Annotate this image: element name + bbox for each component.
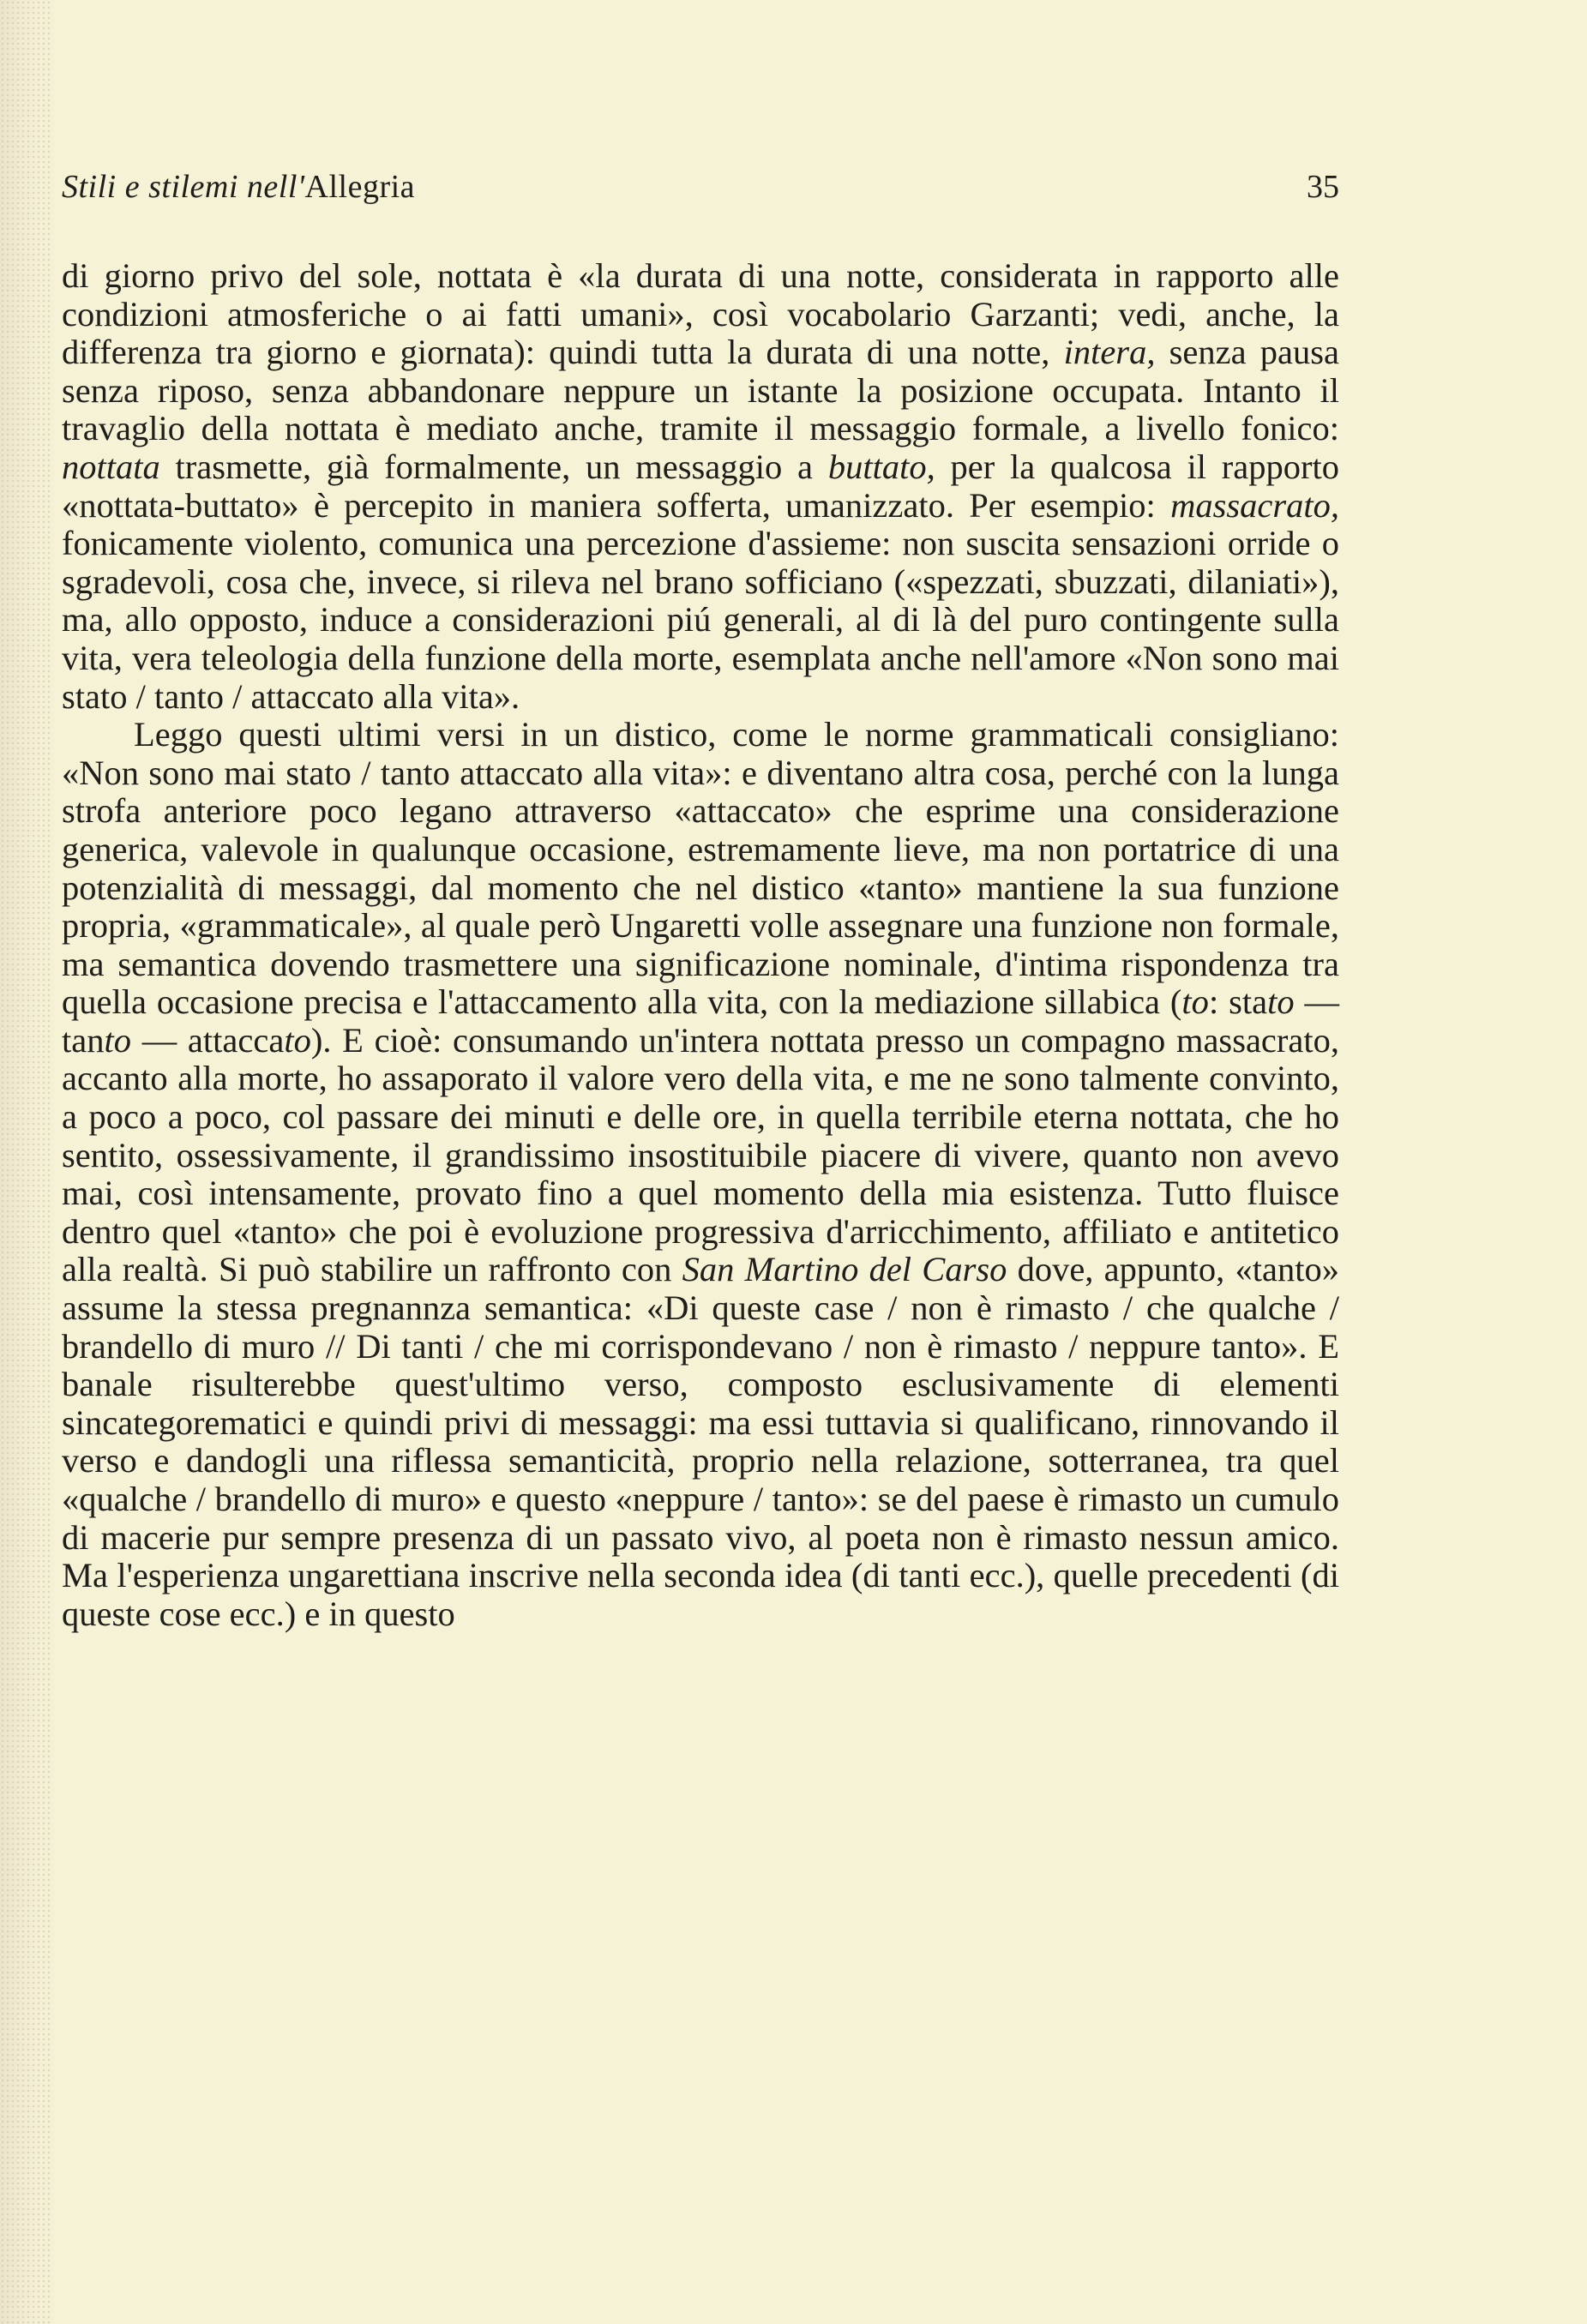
text-segment-italic: buttato, (827, 447, 935, 486)
text-segment: di giorno privo del sole, nottata è «la durata di una notte, considerata in rapporto alle condizioni atmosferiche o ai fatti umani», così vocabolario Garzanti; vedi, anche, la differenza tra giorno e giornata): quindi tutta la durata di una notte, (62, 256, 1339, 372)
text-segment-italic: to (1181, 982, 1209, 1022)
running-head-title-upright: Allegria (304, 169, 416, 205)
text-segment: per la qualcosa il rapporto «nottata-buttato» è percepito in maniera sofferta, umanizzato. Per esempio: (62, 447, 1340, 525)
page-binding-edge (0, 0, 51, 2324)
text-segment-italic: to (1267, 982, 1295, 1022)
text-segment: — attacca (131, 1020, 285, 1060)
text-segment: trasmette, già formalmente, un messaggio a (159, 447, 828, 486)
text-segment-italic: San Martino del Carso (682, 1250, 1007, 1289)
text-segment-italic: massacrato, (1170, 485, 1339, 525)
text-segment-italic: intera, (1063, 333, 1156, 372)
running-head (62, 168, 1339, 219)
page-number: 35 (1307, 169, 1339, 205)
body-text (62, 257, 1339, 1633)
text-segment-italic: to (284, 1020, 311, 1060)
paragraph-2 (62, 716, 1339, 1633)
text-segment-italic: nottata (62, 447, 160, 486)
text-segment: ). E cioè: consumando un'intera nottata presso un compagno massacrato, accanto alla morte, ho assaporato il valore vero della vita, e me ne sono talmente convinto, a poco a poco, col passare dei minuti e delle ore, in quella terribile eterna nottata, che ho sentito, ossessivamente, il grandissimo insostituibile piacere di vivere, quanto non avevo mai, così intensamente, provato fino a quel momento della mia esistenza. Tutto fluisce dentro quel «tanto» che poi è evoluzione progressiva d'arricchimento, affiliato e antitetico alla realtà. Si può stabilire un raffronto con (62, 1020, 1339, 1289)
text-segment: fonicamente violento, comunica una percezione d'assieme: non suscita sensazioni orride o sgradevoli, cosa che, invece, si rileva nel brano sofficiano («spezzati, sbuzzati, dilaniati»), ma, allo opposto, induce a considerazioni piú generali, al di là del puro contingente sulla vita, vera teleologia della funzione della morte, esemplata anche nell'amore «Non sono mai stato / tanto / attaccato alla vita». (62, 524, 1339, 716)
running-head-title (62, 168, 415, 206)
text-segment: : sta (1208, 982, 1268, 1022)
text-segment: Leggo questi ultimi versi in un distico, come le norme grammaticali consigliano: «Non sono mai stato / tanto attaccato alla vita»: e diventano altra cosa, perché con la lunga strofa anteriore poco legano attraverso «attaccato» che esprime una considerazione generica, valevole in qualunque occasione, estremamente lieve, ma non portatrice di una potenzialità di messaggi, dal momento che nel distico «tanto» mantiene la sua funzione propria, «grammaticale», al quale però Ungaretti volle assegnare una funzione non formale, ma semantica dovendo trasmettere una significazione nominale, d'intima rispondenza tra quella occasione precisa e l'attaccamento alla vita, con la mediazione sillabica ( (62, 715, 1339, 1022)
text-segment: dove, appunto, «tanto» assume la stessa pregnannza semantica: «Di queste case / non è rimasto / che qualche / brandello di muro // Di tanti / che mi corrispondevano / non è rimasto / neppure tanto». E banale risulterebbe quest'ultimo verso, composto esclusivamente di elementi sincategorematici e quindi privi di messaggi: ma essi tuttavia si qualificano, rinnovando il verso e dandogli una riflessa semanticità, proprio nella relazione, sotterranea, tra quel «qualche / brandello di muro» e questo «neppure / tanto»: se del paese è rimasto un cumulo di macerie pur sempre presenza di un passato vivo, al poeta non è rimasto nessun amico. Ma l'esperienza ungarettiana inscrive nella seconda idea (di tanti ecc.), quelle precedenti (di queste cose ecc.) e in questo (62, 1250, 1340, 1633)
text-segment: senza pausa senza riposo, senza abbandonare neppure un istante la posizione occupata. Intanto il travaglio della nottata è mediato anche, tramite il messaggio formale, a livello fonico: (62, 333, 1339, 448)
text-segment: — tan (62, 982, 1339, 1060)
text-segment-italic: to (104, 1020, 131, 1060)
paragraph-1 (62, 257, 1339, 716)
running-head-title-italic: Stili e stilemi nell' (62, 169, 305, 205)
